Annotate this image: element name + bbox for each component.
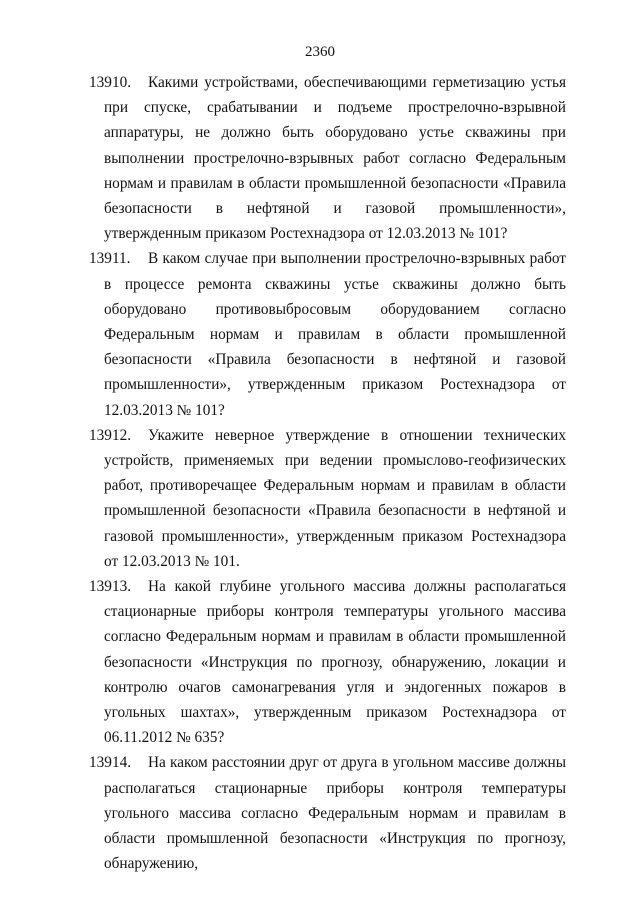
question-text: На каком расстоянии друг от друга в угольном массиве должны располагаться стационарные приборы контроля температуры угольного массива согласно Федеральным нормам и правилам в области промышленной безопасности «Инструкция по прогнозу, обнаружению, [104, 754, 566, 873]
question-text: На какой глубине угольного массива должны располагаться стационарные приборы контроля температуры угольного массива согласно Федеральным нормам и правилам в области промышленной безопасности «Инструкция по прогнозу, обнаружению, локации и контролю очагов самонагревания угля и эндогенных пожаров в угольных шахтах», утвержденным приказом Ростехнадзора от 06.11.2012 № 635? [104, 578, 566, 747]
question-text: В каком случае при выполнении прострелочно-взрывных работ в процессе ремонта скважины устье скважины должно быть оборудовано противовыбросовым оборудованием согласно Федеральным нормам и правилам в области промышленной безопасности «Правила безопасности в нефтяной и газовой промышленности», утвержденным приказом Ростехнадзора от 12.03.2013 № 101? [104, 250, 566, 419]
question-number: 13913. [89, 578, 132, 596]
question-item [0, 70, 640, 246]
question-number: 13911. [89, 250, 131, 268]
question-item [0, 246, 640, 422]
question-item [0, 574, 640, 750]
question-text: Какими устройствами, обеспечивающими герметизацию устья при спуске, срабатывании и подъеме прострелочно-взрывной аппаратуры, не должно быть оборудовано устье скважины при выполнении прострелочно-взрывных работ согласно Федеральным нормам и правилам в области промышленной безопасности «Правила безопасности в нефтяной и газовой промышленности», утвержденным приказом Ростехнадзора от 12.03.2013 № 101? [104, 74, 566, 243]
question-text: Укажите неверное утверждение в отношении технических устройств, применяемых при ведении промыслово-геофизических работ, противоречащее Федеральным нормам и правилам в области промышленной безопасности «Правила безопасности в нефтяной и газовой промышленности», утвержденным приказом Ростехнадзора от 12.03.2013 № 101. [104, 426, 566, 570]
question-list [0, 70, 640, 877]
question-item [0, 750, 640, 876]
page-number: 2360 [305, 44, 335, 60]
question-number: 13914. [89, 754, 132, 772]
question-item [0, 423, 640, 574]
question-number: 13910. [89, 74, 132, 91]
question-number: 13912. [89, 426, 132, 444]
